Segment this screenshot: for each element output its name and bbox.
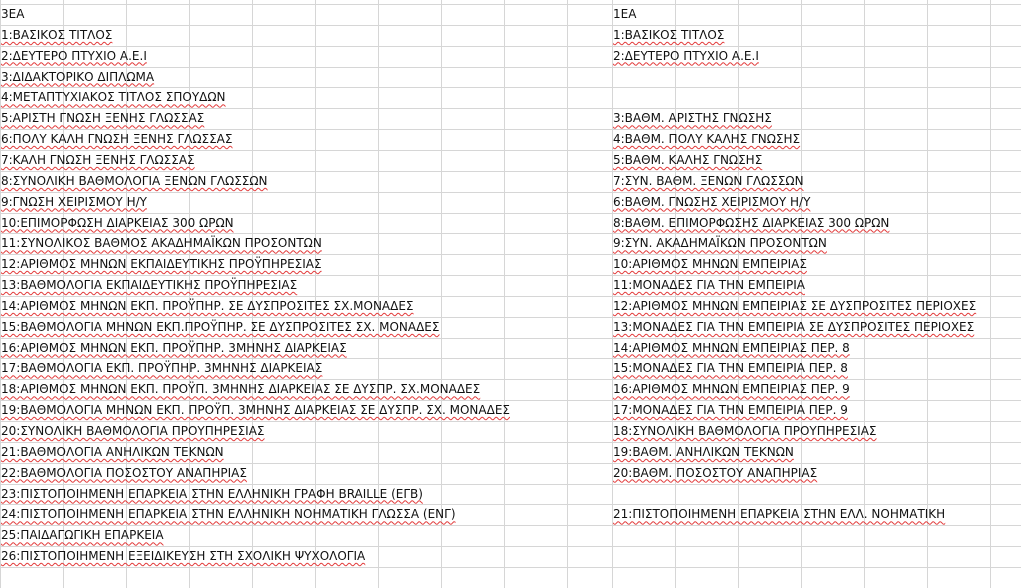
left-cell[interactable]: 10:ΕΠΙΜΟΡΦΩΣΗ ΔΙΑΡΚΕΙΑΣ 300 ΩΡΩΝ — [1, 215, 234, 230]
right-cell[interactable]: 2:ΔΕΥΤΕΡΟ ΠΤΥΧΙΟ Α.Ε.Ι — [613, 48, 759, 63]
right-cell[interactable]: 4:ΒΑΘΜ. ΠΟΛΥ ΚΑΛΗΣ ΓΝΩΣΗΣ — [613, 132, 801, 147]
right-cell[interactable]: 3:ΒΑΘΜ. ΑΡΙΣΤΗΣ ΓΝΩΣΗΣ — [613, 111, 772, 126]
left-cell[interactable]: 5:ΑΡΙΣΤΗ ΓΝΩΣΗ ΞΕΝΗΣ ΓΛΩΣΣΑΣ — [1, 111, 205, 126]
right-cell[interactable] — [612, 67, 613, 87]
right-cell[interactable] — [612, 525, 613, 545]
left-cell[interactable]: 26:ΠΙΣΤΟΠΟΙΗΜΕΝΗ ΕΞΕΙΔΙΚΕΥΣΗ ΣΤΗ ΣΧΟΛΙΚΗ ΨΥΧΟΛΟΓΙΑ — [1, 549, 366, 564]
left-cell[interactable]: 23:ΠΙΣΤΟΠΟΙΗΜΕΝΗ ΕΠΑΡΚΕΙΑ ΣΤΗΝ ΕΛΛΗΝΙΚΗ ΓΡΑΦΗ BRAILLE (ΕΓΒ) — [1, 486, 423, 501]
right-cell[interactable]: 13:ΜΟΝΑΔΕΣ ΓΙΑ ΤΗΝ ΕΜΠΕΙΡΙΑ ΣΕ ΔΥΣΠΡΟΣΙΤΕΣ ΠΕΡΙΟΧΕΣ — [613, 319, 975, 334]
left-cell[interactable]: 2:ΔΕΥΤΕΡΟ ΠΤΥΧΙΟ Α.Ε.Ι — [1, 48, 147, 63]
right-cell[interactable]: 10:ΑΡΙΘΜΟΣ ΜΗΝΩΝ ΕΜΠΕΙΡΙΑΣ — [613, 257, 807, 272]
left-cell[interactable]: 4:ΜΕΤΑΠΤΥΧΙΑΚΟΣ ΤΙΤΛΟΣ ΣΠΟΥΔΩΝ — [1, 90, 226, 105]
right-cell[interactable]: 12:ΑΡΙΘΜΟΣ ΜΗΝΩΝ ΕΜΠΕΙΡΙΑΣ ΣΕ ΔΥΣΠΡΟΣΙΤΕΣ ΠΕΡΙΟΧΕΣ — [613, 298, 977, 313]
row-gridline — [0, 192, 1021, 193]
row-gridline — [0, 567, 1021, 568]
right-cell[interactable]: 16:ΑΡΙΘΜΟΣ ΜΗΝΩΝ ΕΜΠΕΙΡΙΑΣ ΠΕΡ. 9 — [613, 382, 850, 397]
left-cell[interactable]: 20:ΣΥΝΟΛΙΚΗ ΒΑΘΜΟΛΟΓΙΑ ΠΡΟΥΠΗΡΕΣΙΑΣ — [1, 424, 265, 438]
left-column-header[interactable]: 3ΕΑ — [1, 7, 25, 21]
left-cell[interactable]: 22:ΒΑΘΜΟΛΟΓΙΑ ΠΟΣΟΣΤΟΥ ΑΝΑΠΗΡΙΑΣ — [1, 465, 247, 480]
left-cell[interactable]: 11:ΣΥΝΟΛΙΚΟΣ ΒΑΘΜΟΣ ΑΚΑΔΗΜΑΪΚΩΝ ΠΡΟΣΟΝΤΩΝ — [1, 236, 322, 251]
right-cell[interactable]: 20:ΒΑΘΜ. ΠΟΣΟΣΤΟΥ ΑΝΑΠΗΡΙΑΣ — [613, 465, 818, 480]
left-cell[interactable]: 1:ΒΑΣΙΚΟΣ ΤΙΤΛΟΣ — [1, 27, 113, 42]
right-cell[interactable] — [612, 87, 613, 107]
left-cell[interactable]: 6:ΠΟΛΥ ΚΑΛΗ ΓΝΩΣΗ ΞΕΝΗΣ ΓΛΩΣΣΑΣ — [1, 132, 233, 147]
left-cell[interactable]: 25:ΠΑΙΔΑΓΩΓΙΚΗ ΕΠΑΡΚΕΙΑ — [1, 528, 164, 543]
row-gridline — [0, 46, 1021, 47]
left-cell[interactable]: 3:ΔΙΔΑΚΤΟΡΙΚΟ ΔΙΠΛΩΜΑ — [1, 69, 155, 84]
right-cell[interactable]: 17:ΜΟΝΑΔΕΣ ΓΙΑ ΤΗΝ ΕΜΠΕΙΡΙΑ ΠΕΡ. 9 — [613, 403, 848, 418]
left-cell[interactable]: 24:ΠΙΣΤΟΠΟΙΗΜΕΝΗ ΕΠΑΡΚΕΙΑ ΣΤΗΝ ΕΛΛΗΝΙΚΗ ΝΟΗΜΑΤΙΚΗ ΓΛΩΣΣΑ (ΕΝΓ) — [1, 507, 456, 522]
left-cell[interactable]: 16:ΑΡΙΘΜΟΣ ΜΗΝΩΝ ΕΚΠ. ΠΡΟΫΠΗΡ. 3ΜΗΝΗΣ ΔΙΑΡΚΕΙΑΣ — [1, 340, 347, 355]
right-cell[interactable]: 5:ΒΑΘΜ. ΚΑΛΗΣ ΓΝΩΣΗΣ — [613, 152, 763, 167]
row-gridline — [0, 4, 1021, 5]
right-cell[interactable]: 8:ΒΑΘΜ. ΕΠΙΜΟΡΦΩΣΗΣ ΔΙΑΡΚΕΙΑΣ 300 ΩΡΩΝ — [613, 215, 890, 230]
right-cell[interactable]: 19:ΒΑΘΜ. ΑΝΗΛΙΚΩΝ ΤΕΚΝΩΝ — [613, 444, 794, 459]
left-cell[interactable]: 19:ΒΑΘΜΟΛΟΓΙΑ ΜΗΝΩΝ ΕΚΠ. ΠΡΟΫΠ. 3ΜΗΝΗΣ ΔΙΑΡΚΕΙΑΣ ΣΕ ΔΥΣΠΡ. ΣΧ. ΜΟΝΑΔΕΣ — [1, 403, 510, 418]
right-cell[interactable]: 21:ΠΙΣΤΟΠΟΙΗΜΕΝΗ ΕΠΑΡΚΕΙΑ ΣΤΗΝ ΕΛΛ. ΝΟΗΜΑΤΙΚΗ — [613, 507, 946, 522]
right-cell[interactable]: 11:ΜΟΝΑΔΕΣ ΓΙΑ ΤΗΝ ΕΜΠΕΙΡΙΑ — [613, 278, 805, 293]
right-cell[interactable]: 15:ΜΟΝΑΔΕΣ ΓΙΑ ΤΗΝ ΕΜΠΕΙΡΙΑ ΠΕΡ. 8 — [613, 361, 848, 376]
clipped-previous-row — [0, 0, 1021, 4]
left-cell[interactable]: 13:ΒΑΘΜΟΛΟΓΙΑ ΕΚΠΑΙΔΕΥΤΙΚΗΣ ΠΡΟΫΠΗΡΕΣΙΑΣ — [1, 278, 298, 293]
left-cell[interactable]: 18:ΑΡΙΘΜΟΣ ΜΗΝΩΝ ΕΚΠ. ΠΡΟΫΠ. 3ΜΗΝΗΣ ΔΙΑΡΚΕΙΑΣ ΣΕ ΔΥΣΠΡ. ΣΧ.ΜΟΝΑΔΕΣ — [1, 382, 481, 397]
right-cell[interactable] — [612, 546, 613, 566]
right-cell[interactable] — [612, 484, 613, 504]
right-cell[interactable]: 1:ΒΑΣΙΚΟΣ ΤΙΤΛΟΣ — [613, 27, 725, 42]
left-cell[interactable]: 17:ΒΑΘΜΟΛΟΓΙΑ ΕΚΠ. ΠΡΟΫΠΗΡ. 3ΜΗΝΗΣ ΔΙΑΡΚΕΙΑΣ — [1, 361, 323, 376]
right-column-header[interactable]: 1ΕΑ — [613, 7, 637, 21]
left-cell[interactable]: 15:ΒΑΘΜΟΛΟΓΙΑ ΜΗΝΩΝ ΕΚΠ.ΠΡΟΫΠΗΡ. ΣΕ ΔΥΣΠΡΟΣΙΤΕΣ ΣΧ. ΜΟΝΑΔΕΣ — [1, 319, 440, 334]
right-cell[interactable]: 6:ΒΑΘΜ. ΓΝΩΣΗΣ ΧΕΙΡΙΣΜΟΥ Η/Υ — [613, 194, 811, 209]
right-cell[interactable]: 18:ΣΥΝΟΛΙΚΗ ΒΑΘΜΟΛΟΓΙΑ ΠΡΟΥΠΗΡΕΣΙΑΣ — [613, 424, 877, 438]
left-cell[interactable]: 7:ΚΑΛΗ ΓΝΩΣΗ ΞΕΝΗΣ ΓΛΩΣΣΑΣ — [1, 152, 195, 167]
left-cell[interactable]: 12:ΑΡΙΘΜΟΣ ΜΗΝΩΝ ΕΚΠΑΙΔΕΥΤΙΚΗΣ ΠΡΟΫΠΗΡΕΣΙΑΣ — [1, 257, 322, 272]
row-gridline — [0, 25, 1021, 26]
right-cell[interactable]: 7:ΣΥΝ. ΒΑΘΜ. ΞΕΝΩΝ ΓΛΩΣΣΩΝ — [613, 173, 804, 188]
left-cell[interactable]: 9:ΓΝΩΣΗ ΧΕΙΡΙΣΜΟΥ Η/Υ — [1, 194, 147, 209]
left-cell[interactable]: 8:ΣΥΝΟΛΙΚΗ ΒΑΘΜΟΛΟΓΙΑ ΞΕΝΩΝ ΓΛΩΣΣΩΝ — [1, 173, 268, 188]
right-cell[interactable]: 14:ΑΡΙΘΜΟΣ ΜΗΝΩΝ ΕΜΠΕΙΡΙΑΣ ΠΕΡ. 8 — [613, 340, 850, 355]
left-cell[interactable]: 14:ΑΡΙΘΜΟΣ ΜΗΝΩΝ ΕΚΠ. ΠΡΟΫΠΗΡ. ΣΕ ΔΥΣΠΡΟΣΙΤΕΣ ΣΧ.ΜΟΝΑΔΕΣ — [1, 298, 414, 313]
right-cell[interactable]: 9:ΣΥΝ. ΑΚΑΔΗΜΑΪΚΩΝ ΠΡΟΣΟΝΤΩΝ — [613, 236, 827, 251]
left-cell[interactable]: 21:ΒΑΘΜΟΛΟΓΙΑ ΑΝΗΛΙΚΩΝ ΤΕΚΝΩΝ — [1, 444, 224, 459]
